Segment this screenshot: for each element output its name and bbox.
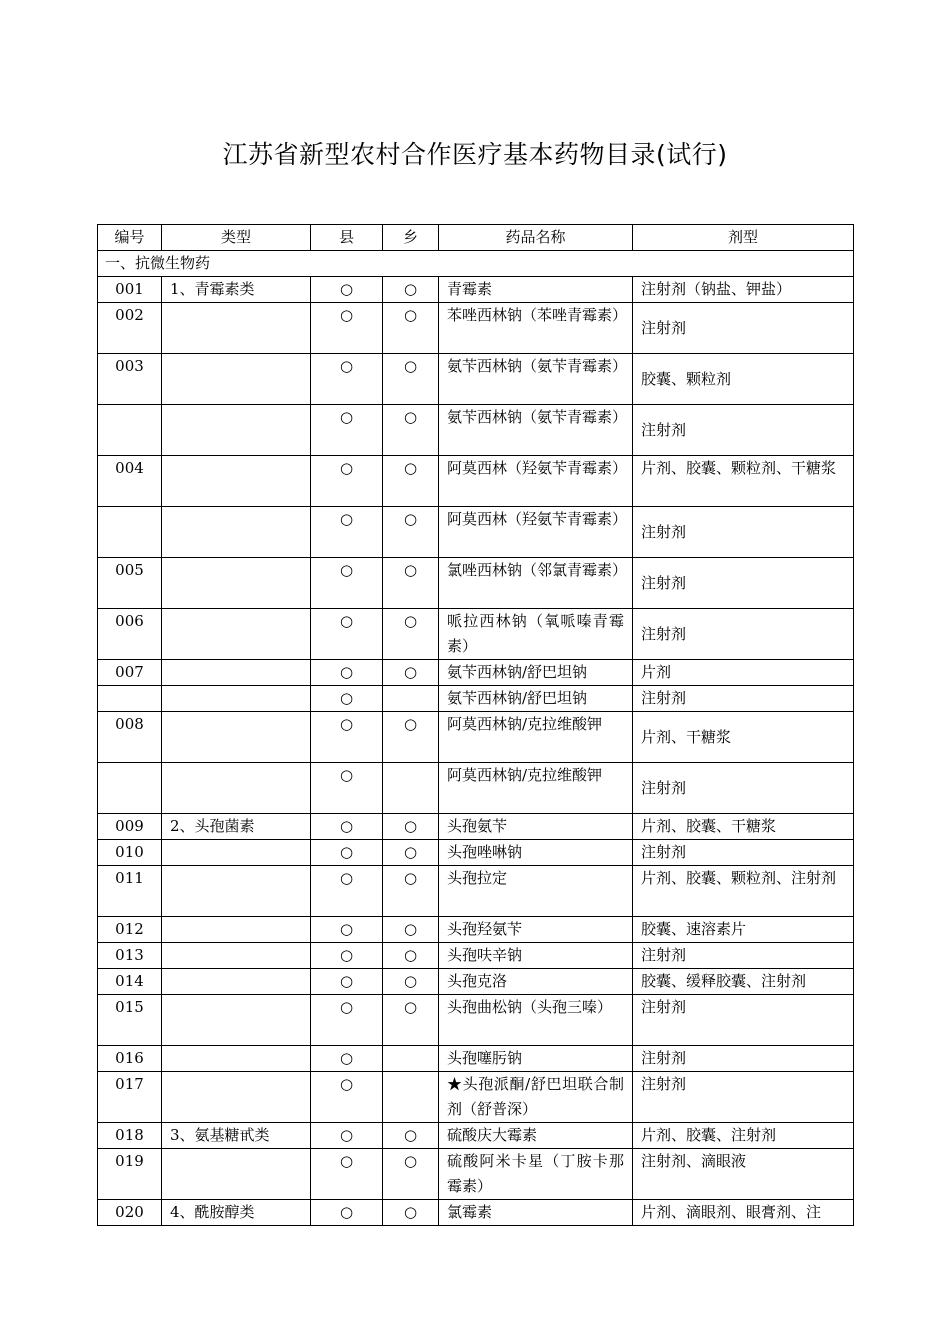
drug-name: 头孢唑啉钠 bbox=[439, 840, 633, 866]
county-mark: ○ bbox=[311, 277, 383, 303]
header-county: 县 bbox=[311, 225, 383, 251]
drug-type bbox=[162, 995, 311, 1046]
county-mark: ○ bbox=[311, 609, 383, 660]
drug-type: 1、青霉素类 bbox=[162, 277, 311, 303]
dosage-form: 片剂、胶囊、颗粒剂、注射剂 bbox=[633, 866, 854, 917]
header-type: 类型 bbox=[162, 225, 311, 251]
drug-name: 氯霉素 bbox=[439, 1200, 633, 1226]
table-row bbox=[98, 660, 854, 686]
drug-name: 头孢克洛 bbox=[439, 969, 633, 995]
dosage-form: 注射剂 bbox=[633, 558, 854, 609]
dosage-form: 片剂、干糖浆 bbox=[633, 712, 854, 763]
header-town: 乡 bbox=[383, 225, 439, 251]
dosage-form: 注射剂 bbox=[633, 840, 854, 866]
table-row bbox=[98, 1072, 854, 1123]
page-title: 江苏省新型农村合作医疗基本药物目录(试行) bbox=[222, 140, 728, 169]
drug-id: 010 bbox=[98, 840, 162, 866]
table-row bbox=[98, 303, 854, 354]
drug-type bbox=[162, 354, 311, 405]
drug-id: 020 bbox=[98, 1200, 162, 1226]
drug-id: 012 bbox=[98, 917, 162, 943]
drug-name: 氨苄西林钠（氨苄青霉素） bbox=[439, 354, 633, 405]
county-mark: ○ bbox=[311, 814, 383, 840]
drug-id bbox=[98, 763, 162, 814]
county-mark: ○ bbox=[311, 1046, 383, 1072]
table-row bbox=[98, 840, 854, 866]
drug-type: 2、头孢菌素 bbox=[162, 814, 311, 840]
town-mark: ○ bbox=[383, 840, 439, 866]
table-row bbox=[98, 917, 854, 943]
drug-type: 4、酰胺醇类 bbox=[162, 1200, 311, 1226]
drug-id: 007 bbox=[98, 660, 162, 686]
drug-name: 头孢呋辛钠 bbox=[439, 943, 633, 969]
dosage-form: 注射剂 bbox=[633, 1072, 854, 1123]
drug-type bbox=[162, 943, 311, 969]
drug-id: 018 bbox=[98, 1123, 162, 1149]
table-row bbox=[98, 969, 854, 995]
drug-type: 3、氨基糖甙类 bbox=[162, 1123, 311, 1149]
drug-name: 硫酸庆大霉素 bbox=[439, 1123, 633, 1149]
drug-id: 009 bbox=[98, 814, 162, 840]
county-mark: ○ bbox=[311, 1072, 383, 1123]
drug-name: 阿莫西林钠/克拉维酸钾 bbox=[439, 763, 633, 814]
table-row bbox=[98, 686, 854, 712]
dosage-form: 胶囊、颗粒剂 bbox=[633, 354, 854, 405]
drug-id: 004 bbox=[98, 456, 162, 507]
table-row bbox=[98, 763, 854, 814]
table-row bbox=[98, 354, 854, 405]
county-mark: ○ bbox=[311, 866, 383, 917]
dosage-form: 片剂、胶囊、干糖浆 bbox=[633, 814, 854, 840]
drug-type bbox=[162, 558, 311, 609]
county-mark: ○ bbox=[311, 456, 383, 507]
town-mark: ○ bbox=[383, 277, 439, 303]
county-mark: ○ bbox=[311, 686, 383, 712]
drug-id: 017 bbox=[98, 1072, 162, 1123]
drug-id: 002 bbox=[98, 303, 162, 354]
drug-id bbox=[98, 507, 162, 558]
table-row bbox=[98, 995, 854, 1046]
drug-id: 015 bbox=[98, 995, 162, 1046]
drug-name: 头孢曲松钠（头孢三嗪） bbox=[439, 995, 633, 1046]
drug-type bbox=[162, 609, 311, 660]
county-mark: ○ bbox=[311, 712, 383, 763]
drug-name: 硫酸阿米卡星（丁胺卡那霉素） bbox=[439, 1149, 633, 1200]
county-mark: ○ bbox=[311, 917, 383, 943]
table-row bbox=[98, 866, 854, 917]
drug-type bbox=[162, 712, 311, 763]
drug-name: 苯唑西林钠（苯唑青霉素） bbox=[439, 303, 633, 354]
town-mark: ○ bbox=[383, 558, 439, 609]
drug-type bbox=[162, 763, 311, 814]
table-row bbox=[98, 1200, 854, 1226]
drug-name: 阿莫西林（羟氨苄青霉素） bbox=[439, 456, 633, 507]
county-mark: ○ bbox=[311, 558, 383, 609]
table-row bbox=[98, 405, 854, 456]
county-mark: ○ bbox=[311, 1149, 383, 1200]
drug-name: 氨苄西林钠/舒巴坦钠 bbox=[439, 686, 633, 712]
town-mark bbox=[383, 1046, 439, 1072]
header-drug-name: 药品名称 bbox=[439, 225, 633, 251]
town-mark: ○ bbox=[383, 354, 439, 405]
town-mark: ○ bbox=[383, 405, 439, 456]
drug-id: 001 bbox=[98, 277, 162, 303]
drug-name: 哌拉西林钠（氧哌嗪青霉素） bbox=[439, 609, 633, 660]
table-row bbox=[98, 609, 854, 660]
town-mark: ○ bbox=[383, 814, 439, 840]
table-row bbox=[98, 1046, 854, 1072]
drug-id: 016 bbox=[98, 1046, 162, 1072]
town-mark bbox=[383, 763, 439, 814]
drug-type bbox=[162, 1046, 311, 1072]
drug-id bbox=[98, 686, 162, 712]
drug-type bbox=[162, 303, 311, 354]
town-mark: ○ bbox=[383, 609, 439, 660]
drug-type bbox=[162, 1149, 311, 1200]
drug-id: 013 bbox=[98, 943, 162, 969]
drug-id: 019 bbox=[98, 1149, 162, 1200]
drug-name: 阿莫西林（羟氨苄青霉素） bbox=[439, 507, 633, 558]
dosage-form: 片剂、滴眼剂、眼膏剂、注 bbox=[633, 1200, 854, 1226]
county-mark: ○ bbox=[311, 507, 383, 558]
town-mark: ○ bbox=[383, 969, 439, 995]
county-mark: ○ bbox=[311, 303, 383, 354]
drug-id: 011 bbox=[98, 866, 162, 917]
dosage-form: 注射剂 bbox=[633, 686, 854, 712]
dosage-form: 注射剂 bbox=[633, 507, 854, 558]
table-row bbox=[98, 558, 854, 609]
town-mark bbox=[383, 1072, 439, 1123]
dosage-form: 注射剂 bbox=[633, 405, 854, 456]
dosage-form: 注射剂 bbox=[633, 609, 854, 660]
dosage-form: 胶囊、缓释胶囊、注射剂 bbox=[633, 969, 854, 995]
drug-id bbox=[98, 405, 162, 456]
table-row bbox=[98, 277, 854, 303]
dosage-form: 胶囊、速溶素片 bbox=[633, 917, 854, 943]
drug-name: 氨苄西林钠（氨苄青霉素） bbox=[439, 405, 633, 456]
dosage-form: 注射剂 bbox=[633, 303, 854, 354]
drug-id: 003 bbox=[98, 354, 162, 405]
town-mark: ○ bbox=[383, 712, 439, 763]
table-row bbox=[98, 814, 854, 840]
county-mark: ○ bbox=[311, 354, 383, 405]
town-mark: ○ bbox=[383, 866, 439, 917]
drug-id: 014 bbox=[98, 969, 162, 995]
section-label: 一、抗微生物药 bbox=[98, 251, 854, 277]
dosage-form: 片剂、胶囊、注射剂 bbox=[633, 1123, 854, 1149]
drug-name: 头孢羟氨苄 bbox=[439, 917, 633, 943]
header-dosage-form: 剂型 bbox=[633, 225, 854, 251]
town-mark: ○ bbox=[383, 995, 439, 1046]
drug-name: 青霉素 bbox=[439, 277, 633, 303]
drug-type bbox=[162, 866, 311, 917]
dosage-form: 注射剂（钠盐、钾盐） bbox=[633, 277, 854, 303]
drug-type bbox=[162, 405, 311, 456]
drug-type bbox=[162, 507, 311, 558]
drug-name: 阿莫西林钠/克拉维酸钾 bbox=[439, 712, 633, 763]
town-mark: ○ bbox=[383, 917, 439, 943]
dosage-form: 片剂 bbox=[633, 660, 854, 686]
table-row bbox=[98, 712, 854, 763]
county-mark: ○ bbox=[311, 763, 383, 814]
drug-type bbox=[162, 917, 311, 943]
table-row bbox=[98, 1123, 854, 1149]
section-row bbox=[98, 251, 854, 277]
town-mark: ○ bbox=[383, 507, 439, 558]
drug-name: 头孢拉定 bbox=[439, 866, 633, 917]
drug-type bbox=[162, 840, 311, 866]
drug-name: 头孢噻肟钠 bbox=[439, 1046, 633, 1072]
drug-name: ★头孢派酮/舒巴坦联合制剂（舒普深） bbox=[439, 1072, 633, 1123]
drug-id: 006 bbox=[98, 609, 162, 660]
dosage-form: 注射剂 bbox=[633, 943, 854, 969]
drug-name: 头孢氨苄 bbox=[439, 814, 633, 840]
county-mark: ○ bbox=[311, 943, 383, 969]
town-mark: ○ bbox=[383, 943, 439, 969]
dosage-form: 注射剂 bbox=[633, 763, 854, 814]
table-header-row bbox=[98, 225, 854, 251]
drug-type bbox=[162, 686, 311, 712]
drug-id: 008 bbox=[98, 712, 162, 763]
county-mark: ○ bbox=[311, 840, 383, 866]
drug-type bbox=[162, 456, 311, 507]
table-row bbox=[98, 1149, 854, 1200]
dosage-form: 注射剂 bbox=[633, 995, 854, 1046]
table-row bbox=[98, 507, 854, 558]
town-mark: ○ bbox=[383, 1200, 439, 1226]
header-id: 编号 bbox=[98, 225, 162, 251]
town-mark: ○ bbox=[383, 303, 439, 354]
drug-type bbox=[162, 969, 311, 995]
county-mark: ○ bbox=[311, 969, 383, 995]
drug-table bbox=[97, 224, 854, 1226]
drug-name: 氨苄西林钠/舒巴坦钠 bbox=[439, 660, 633, 686]
town-mark: ○ bbox=[383, 1123, 439, 1149]
dosage-form: 注射剂、滴眼液 bbox=[633, 1149, 854, 1200]
county-mark: ○ bbox=[311, 660, 383, 686]
dosage-form: 注射剂 bbox=[633, 1046, 854, 1072]
table-row bbox=[98, 943, 854, 969]
county-mark: ○ bbox=[311, 1123, 383, 1149]
town-mark bbox=[383, 686, 439, 712]
drug-id: 005 bbox=[98, 558, 162, 609]
county-mark: ○ bbox=[311, 995, 383, 1046]
table-row bbox=[98, 456, 854, 507]
town-mark: ○ bbox=[383, 456, 439, 507]
dosage-form: 片剂、胶囊、颗粒剂、干糖浆 bbox=[633, 456, 854, 507]
drug-type bbox=[162, 1072, 311, 1123]
town-mark: ○ bbox=[383, 1149, 439, 1200]
town-mark: ○ bbox=[383, 660, 439, 686]
drug-name: 氯唑西林钠（邻氯青霉素） bbox=[439, 558, 633, 609]
county-mark: ○ bbox=[311, 1200, 383, 1226]
drug-type bbox=[162, 660, 311, 686]
county-mark: ○ bbox=[311, 405, 383, 456]
